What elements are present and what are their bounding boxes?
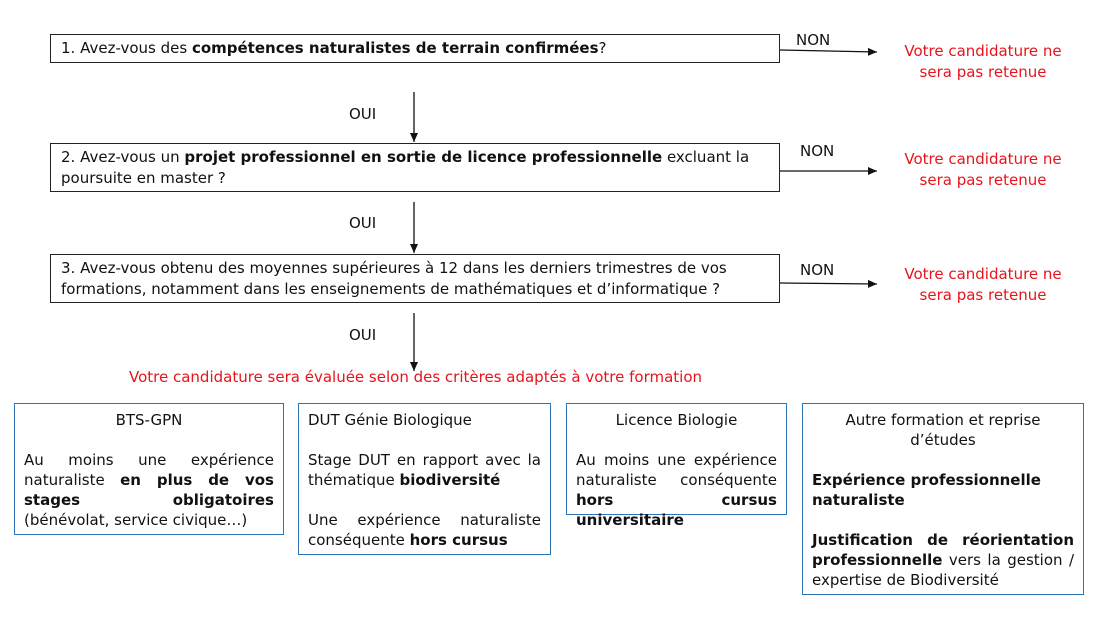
question-3-box	[50, 254, 780, 303]
card-body-2: Une expérience naturaliste conséquente hors cursus	[308, 511, 541, 549]
no-label-3: NON	[800, 261, 835, 279]
question-2-prefix: 2. Avez-vous un	[61, 148, 185, 166]
question-1-suffix: ?	[598, 39, 607, 57]
card-title: Autre formation et reprise d’études	[845, 411, 1041, 449]
question-1-prefix: 1. Avez-vous des	[61, 39, 192, 57]
yes-label-1: OUI	[349, 105, 377, 123]
final-evaluation-text: Votre candidature sera évaluée selon des critères adaptés à votre formation	[129, 368, 703, 386]
no-label-1: NON	[796, 31, 831, 49]
yes-label-3: OUI	[349, 326, 377, 344]
no-arrow-1	[780, 50, 877, 52]
card-autre-formation	[802, 403, 1084, 595]
question-2-suffix: excluant la poursuite en master ?	[61, 148, 750, 187]
reject-text-2: Votre candidature ne sera pas retenue	[904, 150, 1062, 189]
card-licence-biologie	[566, 403, 787, 529]
question-1-bold: compétences naturalistes de terrain confirmées	[191, 39, 599, 57]
question-1-box	[50, 34, 780, 63]
reject-text-1: Votre candidature ne sera pas retenue	[904, 42, 1062, 81]
card-body: Stage DUT en rapport avec la thématique biodiversité	[308, 451, 541, 489]
card-title: BTS-GPN	[115, 411, 183, 429]
card-bts-gpn	[14, 403, 284, 535]
question-2-box	[50, 143, 780, 192]
card-body-2: Justification de réorientation professionnelle vers la gestion / expertise de Biodiversité	[812, 531, 1074, 589]
card-title: Licence Biologie	[615, 411, 738, 429]
question-3-text: 3. Avez-vous obtenu des moyennes supérieures à 12 dans les derniers trimestres de vos formations, notamment dans les enseignements de mathématiques et d’informatique ?	[61, 259, 727, 298]
card-body: Expérience professionnelle naturaliste	[812, 471, 1041, 509]
card-body: Au moins une expérience naturaliste conséquente hors cursus universitaire	[576, 451, 777, 529]
yes-label-2: OUI	[349, 214, 377, 232]
card-title: DUT Génie Biologique	[308, 411, 472, 429]
card-body: Au moins une expérience naturaliste en plus de vos stages obligatoires (bénévolat, service civique…)	[24, 451, 274, 529]
no-arrow-3	[780, 283, 877, 284]
reject-text-3: Votre candidature ne sera pas retenue	[904, 265, 1062, 304]
no-label-2: NON	[800, 142, 835, 160]
question-2-bold: projet professionnel en sortie de licence professionnelle	[184, 148, 663, 166]
card-dut-genie-biologique	[298, 403, 551, 555]
